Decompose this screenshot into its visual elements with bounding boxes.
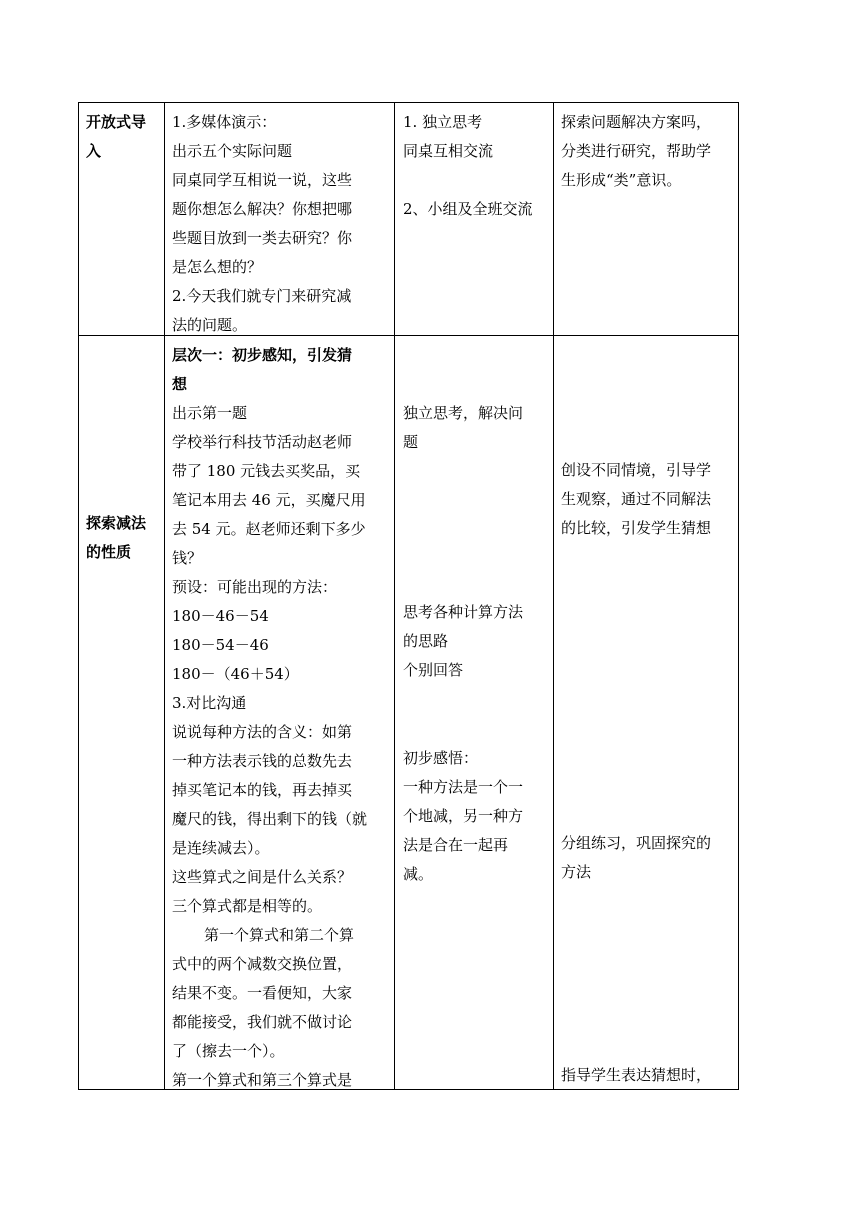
student-activity-cell-explore-3 xyxy=(403,744,551,889)
text-line: 2.今天我们就专门来研究减 xyxy=(172,287,352,305)
text-line: 创设不同情境，引导学 xyxy=(561,461,712,479)
text-line: 一种方法是一个一 xyxy=(403,778,524,796)
text-line: 生观察，通过不同解法 xyxy=(561,490,712,508)
text-line: 分组练习，巩固探究的 xyxy=(561,834,712,852)
text-line: 了（擦去一个）。 xyxy=(172,1042,285,1060)
text-line: 同桌互相交流 xyxy=(403,142,494,160)
formula-line: 180－54－46 xyxy=(172,636,269,654)
text-line: 2、小组及全班交流 xyxy=(403,200,533,218)
text-line: 第一个算式和第三个算式是 xyxy=(172,1071,353,1089)
text-line: 1. 独立思考 xyxy=(403,113,483,131)
stage-line: 的性质 xyxy=(86,543,132,561)
table-border-left xyxy=(78,102,79,1090)
column-divider-1 xyxy=(164,102,165,1090)
text-line: 些题目放到一类去研究？你 xyxy=(172,229,353,247)
text-line: 魔尺的钱，得出剩下的钱（就 xyxy=(172,810,368,828)
teacher-activity-cell-intro xyxy=(172,108,392,340)
lesson-plan-table xyxy=(78,102,739,1090)
level-heading: 想 xyxy=(172,375,188,393)
text-line: 个地减，另一种方 xyxy=(403,807,524,825)
text-line: 说说每种方法的含义：如第 xyxy=(172,723,353,741)
text-line: 预设：可能出现的方法： xyxy=(172,578,338,596)
text-line: 同桌同学互相说一说，这些 xyxy=(172,171,353,189)
text-line: 出示第一题 xyxy=(172,404,248,422)
text-line: 结果不变。一看便知，大家 xyxy=(172,984,353,1002)
text-line: 学校举行科技节活动赵老师 xyxy=(172,433,353,451)
text-line: 式中的两个减数交换位置， xyxy=(172,955,353,973)
column-divider-2 xyxy=(394,102,395,1090)
text-line: 1.多媒体演示： xyxy=(172,113,277,131)
text-line: 带了 180 元钱去买奖品，买 xyxy=(172,462,361,480)
design-intent-cell-explore-2 xyxy=(561,829,737,887)
text-line: 三个算式都是相等的。 xyxy=(172,897,323,915)
text-line: 个别回答 xyxy=(403,661,464,679)
text-line: 出示五个实际问题 xyxy=(172,142,293,160)
stage-cell-intro xyxy=(86,108,162,166)
text-line: 的思路 xyxy=(403,632,449,650)
text-line: 方法 xyxy=(561,863,592,881)
text-line: 生形成“类”意识。 xyxy=(561,171,682,189)
formula-line: 180－46－54 xyxy=(172,607,269,625)
table-border-right xyxy=(738,102,739,1090)
text-line: 3.对比沟通 xyxy=(172,694,247,712)
level-heading: 层次一：初步感知，引发猜 xyxy=(172,346,353,364)
text-line: 法是合在一起再 xyxy=(403,836,509,854)
stage-line: 开放式导 xyxy=(86,113,147,131)
text-line: 探索问题解决方案吗， xyxy=(561,113,712,131)
text-line: 是怎么想的？ xyxy=(172,258,263,276)
text-line: 一种方法表示钱的总数先去 xyxy=(172,752,353,770)
formula-line: 180－（46＋54） xyxy=(172,665,299,683)
student-activity-cell-explore-2 xyxy=(403,598,551,685)
text-line: 思考各种计算方法 xyxy=(403,603,524,621)
blank-line xyxy=(403,166,551,195)
text-line: 减。 xyxy=(403,865,434,883)
text-line: 是连续减去）。 xyxy=(172,839,270,857)
design-intent-cell-intro xyxy=(561,108,737,195)
design-intent-cell-explore-1 xyxy=(561,456,737,543)
stage-line: 探索减法 xyxy=(86,514,147,532)
column-divider-3 xyxy=(553,102,554,1090)
teacher-activity-cell-explore xyxy=(172,341,392,1095)
text-line: 钱？ xyxy=(172,549,203,567)
text-line: 初步感悟： xyxy=(403,749,479,767)
text-line: 掉买笔记本的钱，再去掉买 xyxy=(172,781,353,799)
text-line: 法的问题。 xyxy=(172,316,248,334)
text-line: 去 54 元。赵老师还剩下多少 xyxy=(172,520,366,538)
design-intent-cell-explore-3 xyxy=(561,1061,737,1090)
student-activity-cell-explore-1 xyxy=(403,399,551,457)
text-line: 笔记本用去 46 元，买魔尺用 xyxy=(172,491,366,509)
text-line: 这些算式之间是什么关系？ xyxy=(172,868,353,886)
text-line: 的比较，引发学生猜想 xyxy=(561,519,712,537)
text-line: 题你想怎么解决？你想把哪 xyxy=(172,200,353,218)
stage-cell-explore xyxy=(86,509,162,567)
text-line: 都能接受，我们就不做讨论 xyxy=(172,1013,353,1031)
text-line: 独立思考，解决问 xyxy=(403,404,524,422)
text-line: 指导学生表达猜想时， xyxy=(561,1066,712,1084)
text-line: 分类进行研究，帮助学 xyxy=(561,142,712,160)
student-activity-cell-intro xyxy=(403,108,551,224)
text-line: 题 xyxy=(403,433,419,451)
stage-line: 入 xyxy=(86,142,102,160)
text-line: 第一个算式和第二个算 xyxy=(204,926,355,944)
table-border-top xyxy=(78,102,739,103)
